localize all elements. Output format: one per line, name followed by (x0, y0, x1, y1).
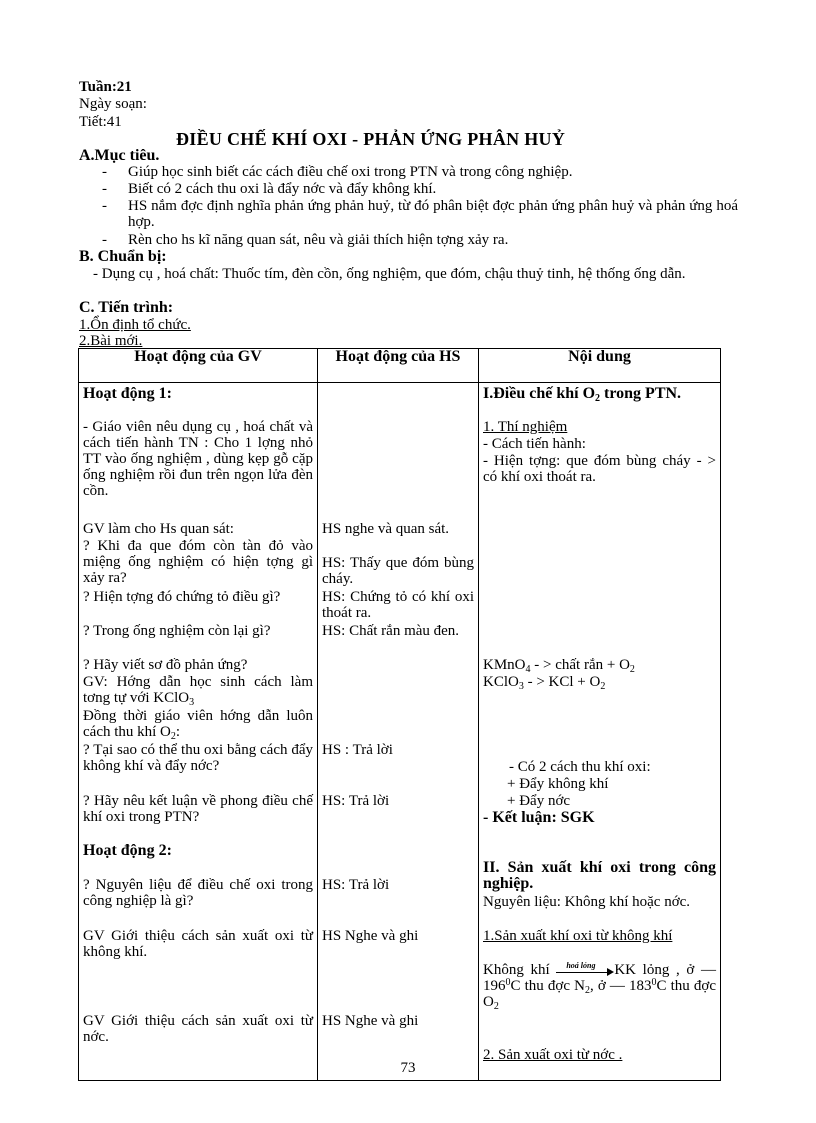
gv-text: - Giáo viên nêu dụng cụ , hoá chất và cách tiến hành TN : Cho 1 lợng nhỏ TT vào ống nghiệm , dùng kẹp gỗ cặp ống nghiệm rồi đun trên ngọn lửa đèn cồn. (83, 419, 313, 499)
section-c-heading: C. Tiến trình: (79, 299, 174, 316)
step-2: 2.Bài mới. (79, 333, 143, 349)
content-text: Nguyên liệu: Không khí hoặc nớc. (483, 894, 691, 910)
gv-question: ? Hãy nêu kết luận về phong điều chế khí oxi trong PTN? (83, 793, 313, 825)
content-subheading: 1.Sản xuất khí oxi từ không khí (483, 928, 673, 944)
gv-text: Đồng thời giáo viên hớng dẫn luôn cách thu khí $O_2$: (83, 708, 313, 742)
table-row (79, 383, 721, 1081)
hs-answer: HS: Chứng tỏ có khí oxi thoát ra. (322, 589, 474, 621)
activity-2-heading: Hoạt động 2: (83, 842, 172, 859)
objective-item: - HS nắm đợc định nghĩa phản ứng phản huỷ, từ đó phân biệt đợc phản ứng phân huỷ và phản ứng hoá hợp. (102, 198, 738, 230)
column-header-gv: Hoạt động của GV (79, 349, 318, 383)
gv-text: GV Giới thiệu cách sản xuất oxi từ không khí. (83, 928, 313, 960)
reaction-kclo3: KClO$_3$ - > KCl + $O_2$ (483, 674, 606, 692)
gv-question: ? Hiện tợng đó chứng tỏ điều gì? (83, 589, 281, 605)
period-label: Tiết:41 (79, 114, 122, 130)
table-header-row (79, 349, 721, 383)
hs-answer: HS: Trả lời (322, 877, 390, 893)
content-text: + Đẩy không khí (507, 776, 609, 792)
column-header-hs: Hoạt động của HS (318, 349, 479, 383)
gv-question: ? Trong ống nghiệm còn lại gì? (83, 623, 271, 639)
gv-question: ? Nguyên liệu để điều chế oxi trong công nghiệp là gì? (83, 877, 313, 909)
section-a-heading: A.Mục tiêu. (79, 147, 160, 164)
hs-answer: HS : Trả lời (322, 742, 393, 758)
page-title: ĐIỀU CHẾ KHÍ OXI - PHẢN ỨNG PHÂN HUỶ (176, 129, 566, 149)
hs-column (318, 383, 479, 1081)
section-b-text: - Dụng cụ , hoá chất: Thuốc tím, đèn cồn, ống nghiệm, que đóm, chậu thuỷ tinh, hệ thống ống dẫn. (93, 266, 686, 282)
content-subheading: 1. Thí nghiệm (483, 419, 568, 435)
gv-text: GV làm cho Hs quan sát: (83, 521, 234, 537)
content-text: - Có 2 cách thu khí oxi: (509, 759, 651, 775)
step-1: 1.Ổn định tổ chức. (79, 317, 191, 333)
gv-text: GV Giới thiệu cách sản xuất oxi từ nớc. (83, 1013, 313, 1045)
arrow-icon: hoá lỏng (556, 965, 614, 977)
content-text: - Cách tiến hành: (483, 436, 586, 452)
hs-answer: HS: Trả lời (322, 793, 390, 809)
gv-question: ? Tại sao có thể thu oxi bằng cách đẩy không khí và đẩy nớc? (83, 742, 313, 774)
hs-answer: HS Nghe và ghi (322, 1013, 419, 1029)
conclusion: - Kết luận: SGK (483, 809, 595, 826)
objective-item: - Giúp học sinh biết các cách điều chế oxi trong PTN và trong công nghiệp. (102, 164, 573, 180)
objective-item: - Biết có 2 cách thu oxi là đẩy nớc và đẩy không khí. (102, 181, 437, 197)
objective-item: - Rèn cho hs kĩ năng quan sát, nêu và giải thích hiện tợng xảy ra. (102, 232, 509, 248)
activity-1-heading: Hoạt động 1: (83, 385, 172, 402)
week-label: Tuần:21 (79, 79, 132, 95)
hs-answer: HS Nghe và ghi (322, 928, 419, 944)
air-liquefaction: Không khí hoá lỏng KK lỏng , ở — $196^0C$ thu đợc $N_2$, ở — $183^0C$ thu đợc $O_2$ (483, 960, 716, 1012)
content-text: + Đẩy nớc (507, 793, 571, 809)
gv-question: ? Khi đa que đóm còn tàn đỏ vào miệng ống nghiệm có hiện tợng gì xảy ra? (83, 538, 313, 586)
gv-question: ? Hãy viết sơ đồ phản ứng? (83, 657, 248, 673)
content-text: - Hiện tợng: que đóm bùng cháy - > có khí oxi thoát ra. (483, 453, 716, 485)
gv-text: GV: Hớng dẫn học sinh cách làm tơng tự với KClO$_3$ (83, 674, 313, 708)
column-header-content: Nội dung (479, 349, 721, 383)
lesson-table (78, 348, 721, 1081)
reaction-kmno4: KMnO$_4$ - > chất rắn + $O_2$ (483, 657, 635, 675)
hs-answer: HS: Thấy que đóm bùng cháy. (322, 555, 474, 587)
content-heading-1: I.Điều chế khí $O_2$ trong PTN. (483, 385, 682, 404)
date-label: Ngày soạn: (79, 96, 147, 112)
content-subheading: 2. Sản xuất oxi từ nớc . (483, 1047, 623, 1063)
gv-column (79, 383, 318, 1081)
hs-answer: HS nghe và quan sát. (322, 521, 450, 537)
page-number: 73 (400, 1060, 416, 1076)
content-column (479, 383, 721, 1081)
hs-answer: HS: Chất rắn màu đen. (322, 623, 460, 639)
section-b-heading: B. Chuẩn bị: (79, 248, 167, 265)
content-heading-2: II. Sản xuất khí oxi trong công nghiệp. (483, 859, 716, 892)
